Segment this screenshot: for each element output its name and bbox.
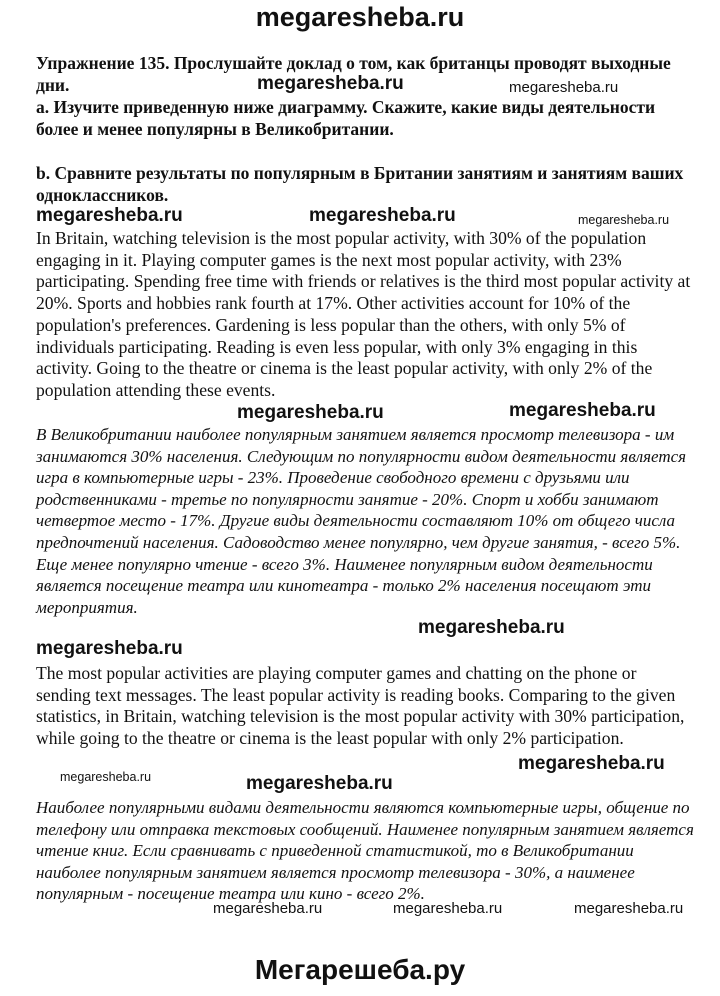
task-part-b: b. Сравните результаты по популярным в Британии занятиям и занятиям ваших одноклассников. (36, 163, 684, 205)
watermark: megaresheba.ru (36, 638, 183, 659)
site-footer[interactable]: Мегарешеба.ру (254, 954, 466, 985)
watermark: megaresheba.ru (418, 617, 565, 638)
watermark: megaresheba.ru (574, 900, 684, 917)
watermark: megaresheba.ru (518, 753, 665, 774)
watermark: megaresheba.ru (246, 773, 393, 794)
watermark: megaresheba.ru (309, 205, 456, 226)
watermark: megaresheba.ru (509, 400, 656, 421)
watermark: megaresheba.ru (0, 976, 110, 993)
watermark: megaresheba.ru (578, 213, 670, 227)
watermark: megaresheba.ru (393, 900, 503, 917)
task-part-a: a. Изучите приведенную ниже диаграмму. Скажите, какие виды деятельности более и менее популярны в Великобритании. (36, 97, 656, 139)
answer-russian-2: Наиболее популярными видами деятельности являются компьютерные игры, общение по телефону или отправка текстовых сообщений. Наименее популярным занятием является чтение книг. Если сравнивать с приведенной статистикой, то в Великобритании наиболее популярным занятием является просмотр телевизора - 30%, а наименее популярным - посещение театра или кино - всего 2%. (36, 798, 694, 904)
watermark: megaresheba.ru (237, 402, 384, 423)
watermark: megaresheba.ru (257, 73, 404, 94)
answer-english-2: The most popular activities are playing computer games and chatting on the phone or sending text messages. The least popular activity is reading books. Comparing to the given statistics, in Britain, watching television is the most popular activity with 30% participation, while going to the theatre or cinema is the least popular with only 2% participation. (36, 663, 685, 749)
answer-russian-1: В Великобритании наиболее популярным занятием является просмотр телевизора - им занимаются 30% населения. Следующим по популярности видом деятельности является игра в компьютерные игры - 23%. Проведение свободного времени с друзьями или родственниками - третье по популярности занятие - 20%. Спорт и хобби занимают четвертое место - 17%. Другие виды деятельности составляют 10% от общего числа предпочтений населения. Садоводство менее популярно, чем другие занятия, - всего 5%. Еще менее популярно чтение - всего 3%. Наименее популярным видом деятельности является посещение театра или кинотеатра - только 2% населения посещают эти мероприятия. (36, 425, 687, 617)
watermark: megaresheba.ru (509, 79, 619, 96)
exercise-title: Упражнение 135. Прослушайте доклад о том, как британцы проводят выходные дни. (36, 53, 671, 95)
watermark: megaresheba.ru (36, 205, 183, 226)
watermark: megaresheba.ru (213, 900, 323, 917)
watermark: megaresheba.ru (60, 770, 152, 784)
answer-english-1: In Britain, watching television is the most popular activity, with 30% of the population engaging in it. Playing computer games is the next most popular activity, with 23% participating. Spending free time with friends or relatives is the third most popular activity at 20%. Sports and hobbies rank fourth at 17%. Other activities account for 10% of the population's preferences. Gardening is less popular than the others, with only 5% of individuals participating. Reading is even less popular, with only 3% engaging in this activity. Going to the theatre or cinema is the least popular activity, with only 2% of the population attending these events. (36, 228, 691, 400)
site-header[interactable]: megaresheba.ru (255, 2, 465, 32)
